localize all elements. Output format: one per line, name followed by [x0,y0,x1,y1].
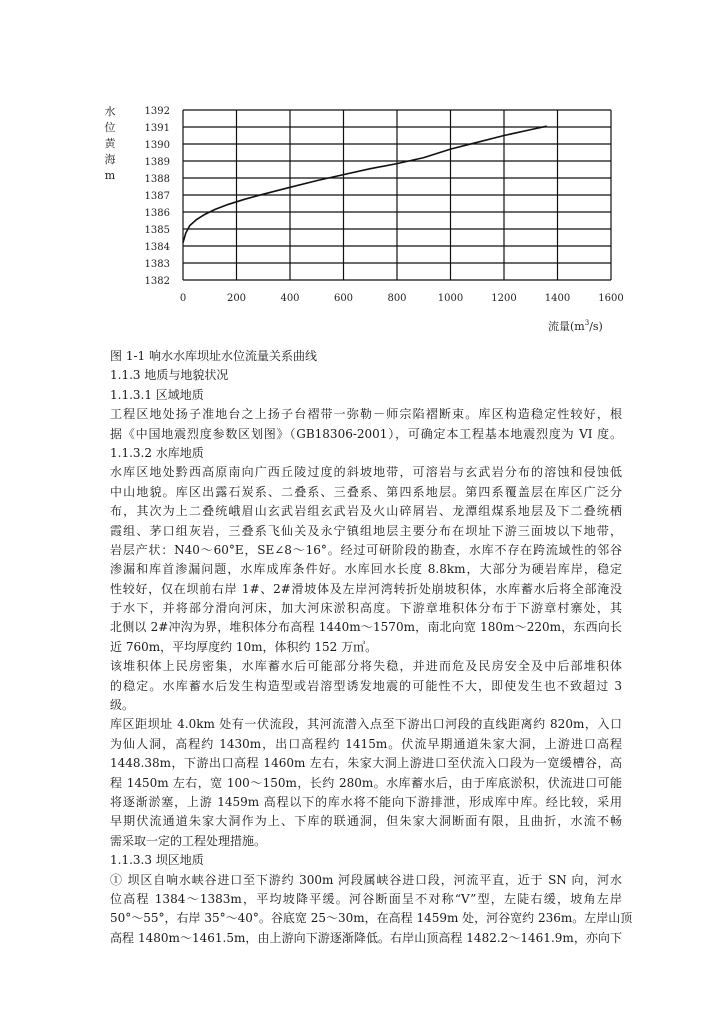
text-line: 中山地貌。库区出露石炭系、二叠系、三叠系、第四系地层。第四系覆盖层在库区广泛分 [110,484,622,499]
x-tick-label: 400 [280,293,300,304]
x-axis-label-tail: /s) [589,320,603,333]
y-tick-label: 1387 [144,191,170,202]
text-line: 为仙人洞，高程约 1430m，出口高程约 1415m。伏流早期通道朱家大洞，上游进口高程 [110,736,622,751]
x-tick-label: 1600 [598,293,624,304]
text-line: 该堆积体上民房密集，水库蓄水后可能部分将失稳，并进而危及民房安全及中后部堆积体 [110,659,622,674]
text-line: 1.1.3.2 水库地质 [110,445,204,460]
y-tick-label: 1385 [144,225,170,236]
y-tick-label: 1382 [144,276,170,287]
x-tick-label: 1400 [544,293,571,304]
text-line: 霞组、茅口组灰岩，三叠系飞仙关及永宁镇组地层主要分布在坝址下游三面坡以下地带， [110,523,622,538]
y-tick-label: 1384 [144,242,170,253]
x-tick-label: 0 [179,293,187,304]
text-line: 水库区地处黔西高原南向广西丘陵过度的斜坡地带，可溶岩与玄武岩分布的溶蚀和侵蚀低 [110,465,622,480]
y-axis-label-char: 海 [104,153,116,166]
text-line: 库区距坝址 4.0km 处有一伏流段，其河流潜入点至下游出口河段的直线距离约 820m，入口 [110,717,622,732]
y-tick-label: 1391 [144,123,170,134]
text-line: 50°～55°，右岸 35°～40°。谷底宽 25～30m，在高程 1459m 处，河谷宽约 236m。左岸山顶 [110,911,633,926]
text-line: 高程 1480m～1461.5m，由上游向下游逐渐降低。右岸山顶高程 1482.2～1461.9m，亦向下 [110,930,622,945]
text-line: 工程区地处扬子准地台之上扬子台褶带一弥勒－师宗陷褶断束。库区构造稳定性较好，根 [110,407,622,422]
y-tick-label: 1383 [144,259,170,270]
x-tick-label: 1200 [491,293,517,304]
figure-caption: 图 1-1 响水水库坝址水位流量关系曲线 [110,349,317,363]
text-line: 位高程 1384～1383m，平均坡降平缓。河谷断面呈不对称“V”型，左陡右缓，坡角左岸 [110,891,622,906]
text-line: 级。 [110,698,135,713]
x-axis-ticks [180,293,624,304]
text-line: 早期伏流通道朱家大洞作为上、下库的联通洞，但朱家大洞断面有限，且曲折，水流不畅 [110,814,622,829]
text-line: 性较好，仅在坝前右岸 1#、2#滑坡体及左岸河湾转折处崩坡积体，水库蓄水后将全部淹没 [110,581,622,596]
text-line: 布，其次为上二叠统峨眉山玄武岩组玄武岩及火山碎屑岩、龙潭组煤系地层及下二叠统栖 [110,504,622,519]
text-line: 将逐渐淤塞，上游 1459m 高程以下的库水将不能向下游排泄，形成库中库。经比较，采用 [110,794,622,809]
x-axis-label-main: 流量(m [548,320,585,333]
text-line: 的稳定。水库蓄水后发生构造型或岩溶型诱发地震的可能性不大，即使发生也不致超过 3 [110,678,622,693]
x-tick-label: 200 [226,293,247,304]
y-tick-label: 1392 [144,106,170,117]
y-axis-label-char: m [104,169,116,182]
text-line: 1448.38m，下游出口高程 1460m 左右，朱家大洞上游进口至伏流入口段为一宽缓槽谷，高 [110,756,622,771]
stage-discharge-chart [0,0,724,345]
y-axis-label [105,104,117,182]
x-tick-label: 1000 [437,293,464,304]
text-line: 程 1450m 左右，宽 100～150m，长约 280m。水库蓄水后，由于库底淤积，伏流进口可能 [110,775,622,790]
text-line: 据《中国地震烈度参数区划图》（GB18306-2001），可确定本工程基本地震烈度为 VI 度。 [110,426,622,441]
y-tick-label: 1389 [144,157,170,168]
text-line: 于水下，并将部分滑向河床，加大河床淤积高度。下游章堆积体分布于下游章村寨处，其 [110,601,622,616]
x-tick-label: 800 [387,293,407,304]
x-tick-label: 600 [333,293,354,304]
x-axis-label [548,319,603,333]
text-line: 1.1.3.3 坝区地质 [110,853,204,868]
y-tick-label: 1386 [144,208,170,219]
text-line: 北侧以 2#冲沟为界，堆积体分布高程 1440m～1570m，南北向宽 180m～220m，东西向长 [110,620,622,635]
chart-grid [183,110,611,280]
y-axis-ticks [145,106,170,287]
text-line: 需采取一定的工程处理措施。 [110,833,267,848]
y-tick-label: 1390 [144,140,170,151]
y-axis-label-char: 水 [104,105,116,118]
text-line: 渗漏和库首渗漏问题，水库成库条件好。水库回水长度 8.8km，大部分为硬岩库岸，稳定 [110,562,622,577]
y-axis-label-char: 黄 [104,137,116,150]
document-body [110,347,633,948]
text-line: 1.1.3.1 区域地质 [110,387,204,402]
text-line: 岩层产状：N40～60°E，SE∠8～16°。经过可研阶段的勘查，水库不存在跨流域性的邻谷 [110,542,622,557]
text-line: 1.1.3 地质与地貌状况 [110,368,229,383]
text-line: ① 坝区自响水峡谷进口至下游约 300m 河段属峡谷进口段，河流平直，近于 SN 向，河水 [110,872,622,887]
y-tick-label: 1388 [144,174,170,185]
y-axis-label-char: 位 [104,121,116,134]
text-line: 近 760m，平均厚度约 10m，体积约 152 万㎥。 [110,639,378,654]
x-axis-label-sup: 3 [584,319,590,327]
